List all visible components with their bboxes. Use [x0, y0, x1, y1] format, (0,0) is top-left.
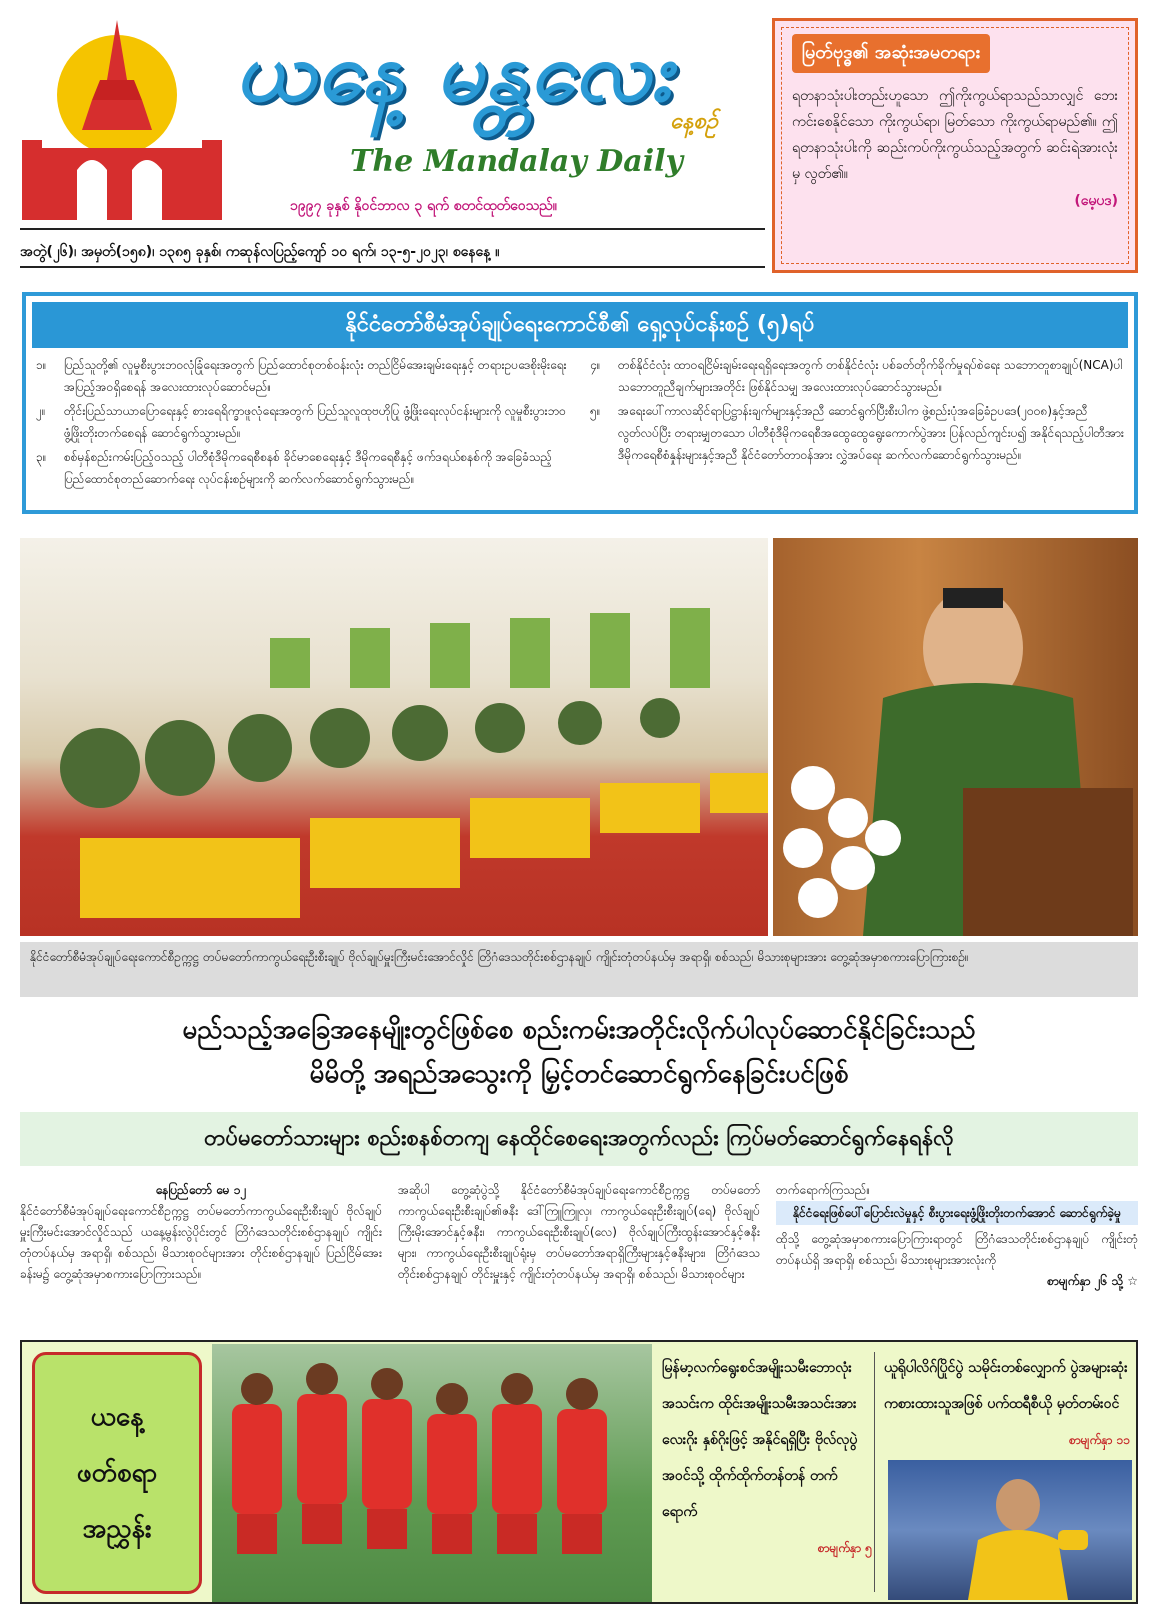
article-column-2: [398, 1180, 760, 1330]
objective-number: ၄။: [590, 358, 601, 372]
masthead-english-title: The Mandalay Daily: [350, 144, 683, 179]
promo-line: အညွှန်း: [82, 1514, 152, 1544]
objectives-column-right: [590, 354, 1124, 492]
objective-number: ၃။: [36, 450, 47, 464]
masthead-subtitle: နေ့စဉ်: [670, 109, 718, 134]
story-headline: မြန်မာ့လက်ရွေးစင်အမျိုးသမီးဘောလုံးအသင်းက ထိုင်းအမျိုးသမီးအသင်းအား လေးဂိုး နှစ်ဂိုးဖြင့် အနိုင်ရရှိပြီး ဗိုလ်လုပွဲအဝင်သို့ ထိုက်ထိုက်တန်တန် တက်ရောက်: [662, 1360, 858, 1520]
photo-caption: နိုင်ငံတော်စီမံအုပ်ချုပ်ရေးကောင်စီဥက္ကဋ္ဌ တပ်မတော်ကာကွယ်ရေးဦးစီးချုပ် ဗိုလ်ချုပ်မှူးကြီးမင်းအောင်လှိုင် တြိဂံဒေသတိုင်းစစ်ဌာနချုပ် ကျိုင်းတုံတပ်နယ်မှ အရာရှိ၊ စစ်သည်၊ မိသားစုများအား တွေ့ဆုံအမှာစကားပြောကြားစဉ်။: [20, 942, 1138, 997]
story-europa-league[interactable]: [884, 1350, 1130, 1458]
established-line: ၁၉၉၇ ခုနှစ် နိုဝင်ဘာလ ၃ ရက် စတင်ထုတ်ဝေသည်။: [290, 198, 557, 214]
todays-reading-promo[interactable]: [32, 1352, 202, 1594]
objective-text: တိုင်းပြည်သာယာပြောရေးနှင့် စားရေရိက္ခာဖူလုံရေးအတွက် ပြည်သူလူထုဗဟိုပြု ဖွံ့ဖြိုးရေးလုပ်ငန်းများကို လူမှုစီးပွားဘဝဖွံ့ဖြိုးတိုးတက်စေရန် ဆောင်ရွက်သွားမည်။: [64, 404, 566, 440]
article-column-3: [776, 1180, 1138, 1330]
main-headline: [20, 1008, 1138, 1096]
promo-line: ဖတ်စရာ: [76, 1458, 158, 1488]
womens-football-photo: [212, 1344, 652, 1602]
continued-link[interactable]: စာမျက်နှာ ၂၆ သို့ ☆: [1047, 1274, 1138, 1288]
quote-title: မြတ်ဗုဒ္ဓ၏ အဆုံးအမတရား: [792, 34, 990, 73]
story-page-ref: စာမျက်နှာ ၅: [817, 1541, 872, 1555]
story-headline: ယူရိုပါလိဂ်ပြိုင်ပွဲ သမိုင်းတစ်လျှောက် ပွဲအများဆုံး ကစားထားသူအဖြစ် ပက်ထရီစီယို မှတ်တမ်းဝင်: [884, 1360, 1128, 1412]
objective-number: ၂။: [36, 404, 46, 418]
objective-item: [590, 400, 1124, 466]
objective-number: ၁။: [36, 358, 47, 372]
objectives-title: နိုင်ငံတော်စီမံအုပ်ချုပ်ရေးကောင်စီ၏ ရှေ့လုပ်ငန်းစဉ် (၅)ရပ်: [32, 302, 1128, 348]
objective-item: [590, 354, 1124, 398]
quote-source: (မေ့ပဒ): [1074, 193, 1118, 209]
bottom-banner: [20, 1340, 1138, 1604]
buddha-quote-box: [772, 18, 1138, 273]
quote-body: ရတနာသုံးပါးတည်းဟူသော ဤကိုးကွယ်ရာသည်သာလျှင် ဘေးကင်းစေနိုင်သော ကိုးကွယ်ရာ၊ မြတ်သော ကိုးကွယ်ရာမည်၏။ ဤရတနာသုံးပါးကို ဆည်းကပ်ကိုးကွယ်သည့်အတွက် ဆင်းရဲအားလုံးမှ လွတ်၏။: [792, 88, 1118, 182]
article-dateline: နေပြည်တော် မေ ၁၂: [155, 1183, 247, 1197]
masthead-title: ယနေ့ မန္တလေး: [235, 25, 674, 120]
objective-item: [36, 354, 570, 398]
objective-item: [36, 400, 570, 444]
story-page-ref: စာမျက်နှာ ၁၁: [1069, 1433, 1130, 1447]
objectives-column-left: [36, 354, 570, 492]
objective-text: အရေးပေါ်ကာလဆိုင်ရာပြဋ္ဌာန်းချက်များနှင့်အညီ ဆောင်ရွက်ပြီးစီးပါက ဖွဲ့စည်းပုံအခြေခံဥပဒေ(၂၀၀၈)နှင့်အညီ လွတ်လပ်ပြီး တရားမျှတသော ပါတီစုံဒီမိုကရေစီအထွေထွေရွေးကောက်ပွဲအား ပြန်လည်ကျင်းပ၍ အနိုင်ရသည့်ပါတီအား ဒီမိုကရေစီစံနှုန်းများနှင့်အညီ နိုင်ငံတော်တာဝန်အား လွှဲအပ်ရေး ဆက်လက်ဆောင်ရွက်သွားမည်။: [618, 404, 1124, 462]
speaker-photo: [773, 538, 1138, 936]
article-column-1: [20, 1180, 382, 1330]
palace-wall: [22, 148, 222, 220]
objectives-box: [22, 292, 1138, 514]
objective-text: စစ်မှန်စည်းကမ်းပြည့်ဝသည့် ပါတီစုံဒီမိုကရေစီစနစ် ခိုင်မာစေရေးနှင့် ဒီမိုကရေစီနှင့် ဖက်ဒရယ်စနစ်ကို အခြေခံသည့် ပြည်ထောင်စုတည်ဆောက်ရေး လုပ်ငန်းစဉ်များကို ဆက်လက်ဆောင်ရွက်သွားမည်။: [64, 450, 553, 486]
goalkeeper-photo: [888, 1460, 1132, 1600]
headline-line-1: မည်သည့်အခြေအနေမျိုးတွင်ဖြစ်စေ စည်းကမ်းအတိုင်းလိုက်ပါလုပ်ဆောင်နိုင်ခြင်းသည်: [182, 1015, 976, 1045]
main-article: [20, 1180, 1138, 1330]
article-subheading: နိုင်ငံရေးဖြစ်ပေါ်ပြောင်းလဲမှုနှင့် စီးပွားရေးဖွံ့ဖြိုးတိုးတက်အောင် ဆောင်ရွက်ခဲ့မှု: [776, 1201, 1138, 1225]
promo-line: ယနေ့: [90, 1402, 144, 1432]
article-text: ထိုသို့ တွေ့ဆုံအမှာစကားပြောကြားရာတွင် တြိဂံဒေသတိုင်းစစ်ဌာနချုပ် ကျိုင်းတုံတပ်နယ်ရှိ အရာရှိ၊ စစ်သည်၊ မိသားစုများအားလုံးကို: [776, 1232, 1138, 1267]
article-text: အဆိုပါ တွေ့ဆုံပွဲသို့ နိုင်ငံတော်စီမံအုပ်ချုပ်ရေးကောင်စီဥက္ကဋ္ဌ တပ်မတော်ကာကွယ်ရေးဦးစီးချုပ်၏ဇနီး ဒေါ်ကြူကြူလှ၊ ကာကွယ်ရေးဦးစီးချုပ်(ရေ) ဗိုလ်ချုပ်ကြီးမိုးအောင်နှင့်ဇနီး၊ ကာကွယ်ရေးဦးစီးချုပ်(လေ) ဗိုလ်ချုပ်ကြီးထွန်းအောင်နှင့်ဇနီးများ၊ ကာကွယ်ရေးဦးစီးချုပ်ရုံးမှ တပ်မတော်အရာရှိကြီးများနှင့်ဇနီးများ၊ တြိဂံဒေသတိုင်းစစ်ဌာနချုပ် တိုင်းမှူးနှင့် ကျိုင်းတုံတပ်နယ်မှ အရာရှိ၊ စစ်သည်၊ မိသားစုဝင်များ: [398, 1183, 760, 1281]
headline-line-2: မိမိတို့ အရည်အသွေးကို မြှင့်တင်ဆောင်ရွက်နေခြင်းပင်ဖြစ်: [309, 1059, 849, 1089]
issue-dateline: အတွဲ(၂၆)၊ အမှတ်(၁၅၈)၊ ၁၃၈၅ ခုနှစ်၊ ကဆုန်လပြည့်ကျော် ၁၀ ရက်၊ ၁၃-၅-၂၀၂၃၊ စနေနေ့ ။: [20, 236, 765, 268]
story-womens-football[interactable]: [662, 1350, 872, 1566]
palace-logo: [22, 20, 222, 220]
divider: [20, 228, 765, 230]
objective-item: [36, 446, 570, 490]
article-text: နိုင်ငံတော်စီမံအုပ်ချုပ်ရေးကောင်စီဥက္ကဋ္ဌ တပ်မတော်ကာကွယ်ရေးဦးစီးချုပ် ဗိုလ်ချုပ်မှူးကြီးမင်းအောင်လှိုင်သည် ယနေ့မွန်းလွဲပိုင်းတွင် တြိဂံဒေသတိုင်းစစ်ဌာနချုပ် ကျိုင်းတုံတပ်နယ်မှ အရာရှိ၊ စစ်သည်၊ မိသားစုဝင်များအား တိုင်းစစ်ဌာနချုပ် ပြည်ငြိမ်အေးခန်းမ၌ တွေ့ဆုံအမှာစကားပြောကြားသည်။: [20, 1204, 382, 1281]
divider: [874, 1352, 875, 1592]
objective-text: တစ်နိုင်ငံလုံး ထာဝရငြိမ်းချမ်းရေးရရှိရေးအတွက် တစ်နိုင်ငံလုံး ပစ်ခတ်တိုက်ခိုက်မှုရပ်စဲရေး သဘောတူစာချုပ်(NCA)ပါ သဘောတူညီချက်များအတိုင်း ဖြစ်နိုင်သမျှ အလေးထားလုပ်ဆောင်သွားမည်။: [618, 358, 1123, 394]
objective-number: ၅။: [590, 404, 601, 418]
objective-text: ပြည်သူတို့၏ လူမှုစီးပွားဘဝလုံခြုံရေးအတွက် ပြည်ထောင်စုတစ်ဝန်းလုံး တည်ငြိမ်အေးချမ်းရေးနှင့် တရားဥပဒေစိုးမိုးရေး အပြည့်အဝရှိစေရန် အလေးထားလုပ်ဆောင်မည်။: [64, 358, 567, 394]
meeting-hall-photo: [20, 538, 768, 936]
subheadline: တပ်မတော်သားများ စည်းစနစ်တကျ နေထိုင်စေရေးအတွက်လည်း ကြပ်မတ်ဆောင်ရွက်နေရန်လို: [20, 1112, 1138, 1166]
masthead: [20, 16, 765, 236]
article-text: တက်ရောက်ကြသည်။: [776, 1183, 871, 1197]
